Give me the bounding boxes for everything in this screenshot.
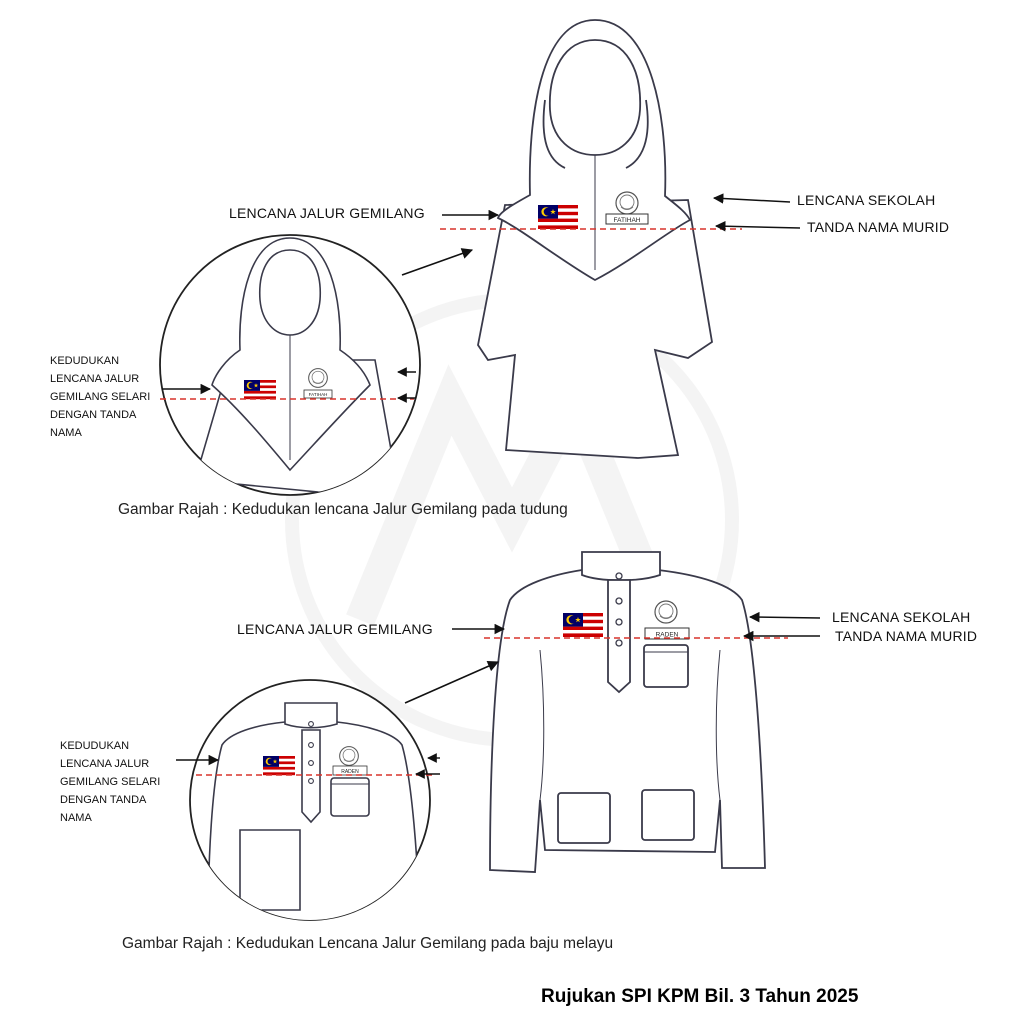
- school-crest-baju: [655, 601, 677, 623]
- baju-illustration: [490, 552, 765, 872]
- caption-tudung: Gambar Rajah : Kedudukan lencana Jalur Gemilang pada tudung: [118, 501, 568, 518]
- arrow-zoom-baju: [405, 662, 498, 703]
- name-tag-baju-text: RADEN: [655, 631, 679, 639]
- arrow-school-baju: [750, 617, 820, 618]
- label-flag-baju: LENCANA JALUR GEMILANG: [237, 621, 433, 637]
- zoom-circle-baju: [190, 680, 434, 930]
- caption-baju: Gambar Rajah : Kedudukan Lencana Jalur Gemilang pada baju melayu: [122, 935, 614, 952]
- label-name-tudung: TANDA NAMA MURID: [807, 219, 950, 235]
- zoom-circle-tudung: [160, 235, 420, 500]
- label-name-baju: TANDA NAMA MURID: [835, 628, 978, 644]
- label-flag-tudung: LENCANA JALUR GEMILANG: [229, 205, 425, 221]
- name-tag-zoom-baju-text: RADEN: [341, 769, 359, 775]
- flag-badge-baju: [563, 613, 603, 637]
- label-school-tudung: LENCANA SEKOLAH: [797, 192, 936, 208]
- zoom-note-tudung: KEDUDUKAN LENCANA JALUR GEMILANG SELARI DENGAN TANDA NAMA: [50, 355, 151, 439]
- arrow-school-tudung: [714, 198, 790, 202]
- flag-badge-large: [538, 205, 578, 229]
- tudung-illustration: [478, 20, 712, 458]
- arrow-name-tudung: [716, 226, 800, 228]
- name-tag-zoom-tudung-text: FATIHAH: [308, 392, 328, 397]
- name-tag-large-text: FATIHAH: [613, 217, 641, 224]
- school-crest-large: [616, 192, 638, 214]
- arrow-zoom-tudung: [402, 250, 472, 275]
- label-school-baju: LENCANA SEKOLAH: [832, 609, 971, 625]
- zoom-note-baju: KEDUDUKAN LENCANA JALUR GEMILANG SELARI DENGAN TANDA NAMA: [60, 740, 161, 824]
- reference-note: Rujukan SPI KPM Bil. 3 Tahun 2025: [541, 986, 859, 1007]
